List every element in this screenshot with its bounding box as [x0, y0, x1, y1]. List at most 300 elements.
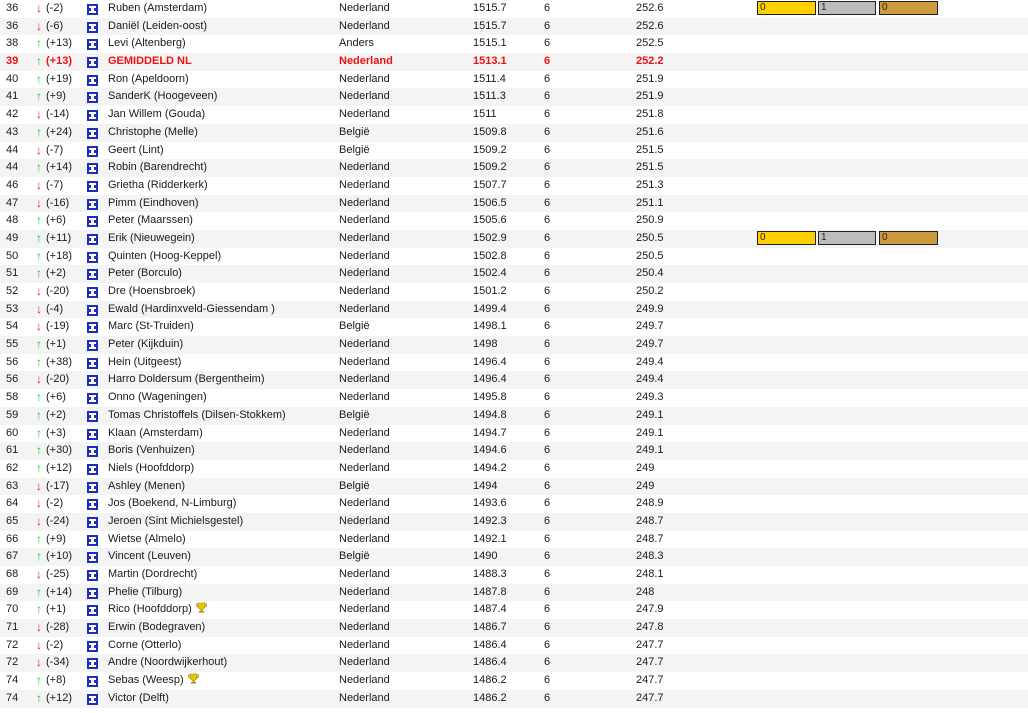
profile-icon[interactable]: [87, 322, 98, 333]
profile-icon[interactable]: [87, 676, 98, 687]
player-name-link[interactable]: [108, 371, 265, 389]
arrow-down-icon: ↓: [36, 1, 42, 15]
rank-cell: 51: [6, 267, 19, 280]
profile-icon[interactable]: [87, 375, 98, 386]
table-row: [0, 654, 1028, 672]
table-row: [0, 301, 1028, 319]
player-name[interactable]: Robin (Barendrecht): [108, 161, 208, 174]
score-cell: 1513.1: [473, 55, 507, 68]
table-row: [0, 584, 1028, 602]
average-cell: 247.7: [636, 674, 664, 687]
rank-cell: 52: [6, 285, 19, 297]
player-name[interactable]: Tomas Christoffels (Dilsen-Stokkem): [108, 408, 286, 421]
profile-icon[interactable]: [87, 269, 98, 280]
country-cell: Nederland: [339, 249, 390, 262]
player-name[interactable]: Rico (Hoofddorp): [108, 603, 192, 616]
rank-cell: 38: [6, 37, 19, 50]
table-row: [0, 106, 1028, 124]
average-cell: 250.5: [636, 249, 664, 262]
rank-cell: 74: [6, 674, 19, 687]
table-row: [0, 425, 1028, 443]
player-name[interactable]: Victor (Delft): [108, 691, 169, 704]
profile-icon[interactable]: [87, 216, 98, 227]
arrow-up-icon: ↑: [36, 230, 42, 245]
rank-change-cell: (+13): [46, 37, 72, 50]
average-cell: 251.3: [636, 178, 664, 191]
average-cell: 251.1: [636, 196, 664, 209]
player-name-link[interactable]: [108, 637, 181, 655]
player-name[interactable]: Ashley (Menen): [108, 479, 186, 492]
rank-change-cell: (-6): [46, 19, 64, 32]
average-cell: 249.4: [636, 355, 664, 368]
arrow-up-icon: ↑: [36, 531, 42, 546]
arrow-up-icon: ↑: [36, 36, 42, 51]
count-cell: 6: [544, 90, 551, 103]
average-cell: 252.5: [636, 37, 664, 50]
country-cell: België: [339, 125, 370, 138]
average-cell: 251.8: [636, 108, 664, 121]
average-cell: 249.7: [636, 338, 664, 351]
player-name-link[interactable]: [108, 654, 227, 672]
profile-icon[interactable]: [87, 429, 98, 440]
score-cell: 1486.4: [473, 638, 507, 651]
player-name[interactable]: Onno (Wageningen): [108, 391, 207, 404]
player-name-link[interactable]: [108, 301, 275, 319]
profile-icon[interactable]: [87, 110, 98, 121]
player-name[interactable]: Wietse (Almelo): [108, 532, 186, 545]
player-name[interactable]: Quinten (Hoog-Keppel): [108, 249, 222, 262]
table-row: [0, 18, 1028, 36]
profile-icon[interactable]: [87, 605, 98, 616]
count-cell: 6: [544, 231, 551, 244]
average-cell: 249.9: [636, 302, 664, 315]
bronze-medal-count: 0: [879, 1, 938, 15]
country-cell: Nederland: [339, 603, 390, 616]
profile-icon[interactable]: [87, 340, 98, 351]
silver-medal-count: 1: [818, 231, 876, 245]
country-cell: België: [339, 479, 370, 492]
profile-icon[interactable]: [87, 658, 98, 669]
table-row: [0, 354, 1028, 372]
rank-cell: 72: [6, 638, 19, 651]
rank-change-cell: (-34): [46, 656, 70, 669]
count-cell: 6: [544, 320, 551, 333]
player-name-link[interactable]: [108, 407, 286, 425]
player-name-link[interactable]: [108, 35, 186, 53]
player-name-link[interactable]: [108, 88, 217, 106]
profile-icon[interactable]: [87, 623, 98, 634]
rank-change-cell: (+10): [46, 550, 72, 563]
count-cell: 6: [544, 196, 551, 209]
player-name-link[interactable]: [108, 389, 207, 407]
player-name[interactable]: Hein (Uitgeest): [108, 355, 182, 368]
profile-icon[interactable]: [87, 535, 98, 546]
rank-cell: 46: [6, 178, 19, 191]
rank-change-cell: (+24): [46, 125, 72, 138]
player-name[interactable]: Peter (Maarssen): [108, 214, 193, 227]
rank-cell: 64: [6, 497, 19, 510]
country-cell: Nederland: [339, 674, 390, 687]
player-name[interactable]: Jeroen (Sint Michielsgestel): [108, 514, 244, 527]
rank-cell: 58: [6, 391, 19, 404]
player-name[interactable]: Boris (Venhuizen): [108, 444, 195, 457]
player-name[interactable]: Vincent (Leuven): [108, 550, 191, 563]
profile-icon[interactable]: [87, 588, 98, 599]
rank-change-cell: (+3): [46, 426, 66, 439]
rank-change-cell: (-14): [46, 108, 70, 121]
rank-change-cell: (-4): [46, 302, 64, 315]
country-cell: België: [339, 408, 370, 421]
count-cell: 6: [544, 249, 551, 262]
player-name[interactable]: GEMIDDELD NL: [108, 55, 192, 68]
rank-change-cell: (-19): [46, 320, 70, 333]
rank-change-cell: (+8): [46, 674, 66, 687]
player-name-link[interactable]: [108, 425, 203, 443]
player-name[interactable]: Peter (Borculo): [108, 267, 182, 280]
player-name[interactable]: Dre (Hoensbroek): [108, 285, 196, 297]
player-name-link[interactable]: [108, 248, 221, 266]
average-cell: 249.1: [636, 408, 664, 421]
rank-change-cell: (-2): [46, 638, 64, 651]
table-row: [0, 265, 1028, 283]
player-name-link[interactable]: [108, 318, 194, 336]
average-cell: 247.7: [636, 656, 664, 669]
count-cell: 6: [544, 621, 551, 634]
arrow-up-icon: ↑: [36, 354, 42, 369]
rank-cell: 61: [6, 444, 19, 457]
score-cell: 1502.8: [473, 249, 507, 262]
arrow-up-icon: ↑: [36, 460, 42, 475]
score-cell: 1502.9: [473, 231, 507, 244]
count-cell: 6: [544, 72, 551, 85]
score-cell: 1494.2: [473, 461, 507, 474]
player-name-link[interactable]: [108, 71, 189, 89]
rank-cell: 68: [6, 568, 19, 580]
rank-change-cell: (+38): [46, 355, 72, 368]
player-name[interactable]: Andre (Noordwijkerhout): [108, 656, 228, 669]
average-cell: 251.5: [636, 143, 664, 156]
table-row: [0, 442, 1028, 460]
table-row: [0, 690, 1028, 708]
arrow-down-icon: ↓: [36, 319, 42, 334]
average-cell: 250.9: [636, 214, 664, 227]
score-cell: 1505.6: [473, 214, 507, 227]
count-cell: 6: [544, 532, 551, 545]
rank-change-cell: (+6): [46, 214, 66, 227]
rank-change-cell: (-25): [46, 568, 70, 580]
profile-icon[interactable]: [87, 393, 98, 404]
average-cell: 251.9: [636, 72, 664, 85]
profile-icon[interactable]: [87, 181, 98, 192]
profile-icon[interactable]: [87, 641, 98, 652]
arrow-up-icon: ↑: [36, 673, 42, 688]
table-row: [0, 478, 1028, 496]
player-name-link[interactable]: [108, 531, 186, 549]
score-cell: 1494.6: [473, 444, 507, 457]
profile-icon[interactable]: [87, 694, 98, 705]
player-name-link[interactable]: [108, 460, 194, 478]
rank-change-cell: (+14): [46, 585, 72, 598]
average-cell: 251.9: [636, 90, 664, 103]
country-cell: Nederland: [339, 267, 390, 280]
rank-change-cell: (+12): [46, 461, 72, 474]
rank-cell: 42: [6, 108, 19, 121]
player-name-link[interactable]: [108, 495, 236, 513]
player-name-link[interactable]: [108, 478, 185, 496]
score-cell: 1515.1: [473, 37, 507, 50]
count-cell: 6: [544, 285, 551, 297]
score-cell: 1493.6: [473, 497, 507, 510]
rank-cell: 44: [6, 161, 19, 174]
player-name[interactable]: Phelie (Tilburg): [108, 585, 183, 598]
average-cell: 247.7: [636, 638, 664, 651]
player-name[interactable]: Erik (Nieuwegein): [108, 231, 195, 244]
rank-change-cell: (+2): [46, 408, 66, 421]
player-name-link[interactable]: [108, 18, 207, 36]
count-cell: 6: [544, 267, 551, 280]
profile-icon[interactable]: [87, 358, 98, 369]
country-cell: Nederland: [339, 302, 390, 315]
rank-change-cell: (+14): [46, 161, 72, 174]
rank-cell: 66: [6, 532, 19, 545]
player-name-link[interactable]: [108, 442, 195, 460]
player-name-link[interactable]: [108, 124, 198, 142]
player-name-link[interactable]: [108, 513, 243, 531]
average-cell: 249: [636, 479, 655, 492]
profile-icon[interactable]: [87, 482, 98, 493]
country-cell: Nederland: [339, 444, 390, 457]
count-cell: 6: [544, 214, 551, 227]
player-name-link[interactable]: [108, 53, 192, 71]
rank-cell: 59: [6, 408, 19, 421]
player-name-link[interactable]: [108, 548, 191, 566]
player-name-link[interactable]: [108, 230, 195, 248]
rank-change-cell: (+1): [46, 603, 66, 616]
player-name[interactable]: Corne (Otterlo): [108, 638, 182, 651]
arrow-up-icon: ↑: [36, 266, 42, 281]
country-cell: Nederland: [339, 285, 390, 297]
rank-change-cell: (+19): [46, 72, 72, 85]
score-cell: 1488.3: [473, 568, 507, 580]
player-name-link[interactable]: [108, 106, 205, 124]
player-name[interactable]: Martin (Dordrecht): [108, 568, 198, 580]
profile-icon[interactable]: [87, 4, 98, 15]
profile-icon[interactable]: [87, 287, 98, 298]
player-name-link[interactable]: [108, 195, 198, 213]
player-name[interactable]: Sebas (Weesp): [108, 674, 184, 687]
player-name[interactable]: Ron (Apeldoorn): [108, 72, 189, 85]
player-name-link[interactable]: [108, 601, 207, 619]
profile-icon[interactable]: [87, 57, 98, 68]
score-cell: 1487.8: [473, 585, 507, 598]
rank-cell: 67: [6, 550, 19, 563]
player-name[interactable]: Grietha (Ridderkerk): [108, 178, 208, 191]
rank-change-cell: (-20): [46, 373, 70, 386]
profile-icon[interactable]: [87, 552, 98, 563]
score-cell: 1494.7: [473, 426, 507, 439]
rank-cell: 47: [6, 196, 19, 209]
score-cell: 1499.4: [473, 302, 507, 315]
table-row: [0, 318, 1028, 336]
profile-icon[interactable]: [87, 199, 98, 210]
country-cell: Nederland: [339, 19, 390, 32]
rank-cell: 36: [6, 2, 19, 14]
count-cell: 6: [544, 691, 551, 704]
player-name-link[interactable]: [108, 566, 197, 584]
player-name-link[interactable]: [108, 283, 195, 301]
count-cell: 6: [544, 408, 551, 421]
player-name-link[interactable]: [108, 0, 207, 18]
count-cell: 6: [544, 178, 551, 191]
profile-icon[interactable]: [87, 234, 98, 245]
table-row: [0, 548, 1028, 566]
rank-cell: 48: [6, 214, 19, 227]
count-cell: 6: [544, 2, 551, 14]
profile-icon[interactable]: [87, 499, 98, 510]
player-name[interactable]: Pimm (Eindhoven): [108, 196, 199, 209]
player-name-link[interactable]: [108, 177, 208, 195]
arrow-down-icon: ↓: [36, 195, 42, 210]
player-name[interactable]: Levi (Altenberg): [108, 37, 186, 50]
country-cell: Nederland: [339, 108, 390, 121]
table-row: [0, 283, 1028, 301]
count-cell: 6: [544, 568, 551, 580]
player-name-link[interactable]: [108, 212, 193, 230]
profile-icon[interactable]: [87, 464, 98, 475]
player-name[interactable]: Erwin (Bodegraven): [108, 621, 206, 634]
score-cell: 1509.8: [473, 125, 507, 138]
profile-icon[interactable]: [87, 163, 98, 174]
country-cell: Nederland: [339, 426, 390, 439]
player-name[interactable]: Jos (Boekend, N-Limburg): [108, 497, 237, 510]
arrow-up-icon: ↑: [36, 124, 42, 139]
average-cell: 252.6: [636, 2, 664, 14]
rank-change-cell: (+30): [46, 444, 72, 457]
player-name-link[interactable]: [108, 265, 182, 283]
count-cell: 6: [544, 125, 551, 138]
player-name-link[interactable]: [108, 690, 169, 708]
rank-cell: 69: [6, 585, 19, 598]
count-cell: 6: [544, 108, 551, 121]
score-cell: 1515.7: [473, 19, 507, 32]
player-name[interactable]: Ruben (Amsterdam): [108, 2, 208, 14]
arrow-down-icon: ↓: [36, 372, 42, 387]
count-cell: 6: [544, 391, 551, 404]
player-name-link[interactable]: [108, 619, 205, 637]
score-cell: 1492.1: [473, 532, 507, 545]
country-cell: Nederland: [339, 338, 390, 351]
country-cell: Nederland: [339, 585, 390, 598]
table-row: [0, 672, 1028, 690]
country-cell: Nederland: [339, 2, 390, 14]
rank-change-cell: (-2): [46, 2, 64, 14]
player-name-link[interactable]: [108, 159, 207, 177]
player-name[interactable]: Christophe (Melle): [108, 125, 198, 138]
average-cell: 247.9: [636, 603, 664, 616]
average-cell: 249.1: [636, 426, 664, 439]
profile-icon[interactable]: [87, 446, 98, 457]
table-row: [0, 495, 1028, 513]
arrow-up-icon: ↑: [36, 407, 42, 422]
score-cell: 1509.2: [473, 143, 507, 156]
arrow-down-icon: ↓: [36, 18, 42, 33]
average-cell: 251.6: [636, 125, 664, 138]
country-cell: Nederland: [339, 373, 390, 386]
player-name[interactable]: Ewald (Hardinxveld-Giessendam ): [108, 302, 275, 315]
profile-icon[interactable]: [87, 305, 98, 316]
arrow-up-icon: ↑: [36, 337, 42, 352]
profile-icon[interactable]: [87, 22, 98, 33]
profile-icon[interactable]: [87, 39, 98, 50]
profile-icon[interactable]: [87, 75, 98, 86]
country-cell: Nederland: [339, 178, 390, 191]
player-name[interactable]: Daniël (Leiden-oost): [108, 19, 208, 32]
rank-cell: 71: [6, 621, 19, 634]
player-name[interactable]: Niels (Hoofddorp): [108, 461, 195, 474]
player-name[interactable]: Peter (Kijkduin): [108, 338, 184, 351]
average-cell: 249: [636, 461, 655, 474]
score-cell: 1501.2: [473, 285, 507, 297]
profile-icon[interactable]: [87, 570, 98, 581]
count-cell: 6: [544, 603, 551, 616]
player-name-link[interactable]: [108, 672, 199, 690]
arrow-up-icon: ↑: [36, 160, 42, 175]
average-cell: 248.9: [636, 497, 664, 510]
table-row: [0, 336, 1028, 354]
country-cell: Nederland: [339, 90, 390, 103]
profile-icon[interactable]: [87, 517, 98, 528]
table-row: [0, 0, 1028, 18]
rank-cell: 53: [6, 302, 19, 315]
average-cell: 249.4: [636, 373, 664, 386]
player-name[interactable]: Jan Willem (Gouda): [108, 108, 206, 121]
player-name[interactable]: SanderK (Hoogeveen): [108, 90, 218, 103]
country-cell: België: [339, 550, 370, 563]
player-name-link[interactable]: [108, 336, 183, 354]
table-row: [0, 601, 1028, 619]
player-name[interactable]: Klaan (Amsterdam): [108, 426, 203, 439]
profile-icon[interactable]: [87, 146, 98, 157]
profile-icon[interactable]: [87, 92, 98, 103]
score-cell: 1486.2: [473, 691, 507, 704]
player-name-link[interactable]: [108, 584, 182, 602]
player-name[interactable]: Marc (St-Truiden): [108, 320, 194, 333]
player-name-link[interactable]: [108, 142, 164, 160]
score-cell: 1498: [473, 338, 498, 351]
profile-icon[interactable]: [87, 128, 98, 139]
score-cell: 1486.2: [473, 674, 507, 687]
profile-icon[interactable]: [87, 411, 98, 422]
count-cell: 6: [544, 638, 551, 651]
average-cell: 250.4: [636, 267, 664, 280]
count-cell: 6: [544, 550, 551, 563]
rank-cell: 60: [6, 426, 19, 439]
arrow-up-icon: ↑: [36, 390, 42, 405]
player-name[interactable]: Geert (Lint): [108, 143, 164, 156]
rank-cell: 39: [6, 55, 19, 68]
arrow-up-icon: ↑: [36, 248, 42, 263]
arrow-down-icon: ↓: [36, 496, 42, 511]
rank-change-cell: (+6): [46, 391, 66, 404]
player-name-link[interactable]: [108, 354, 181, 372]
table-row: [0, 619, 1028, 637]
player-name[interactable]: Harro Doldersum (Bergentheim): [108, 373, 265, 386]
table-row: [0, 88, 1028, 106]
arrow-down-icon: ↓: [36, 567, 42, 581]
score-cell: 1511.3: [473, 90, 506, 103]
table-row: [0, 460, 1028, 478]
profile-icon[interactable]: [87, 252, 98, 263]
